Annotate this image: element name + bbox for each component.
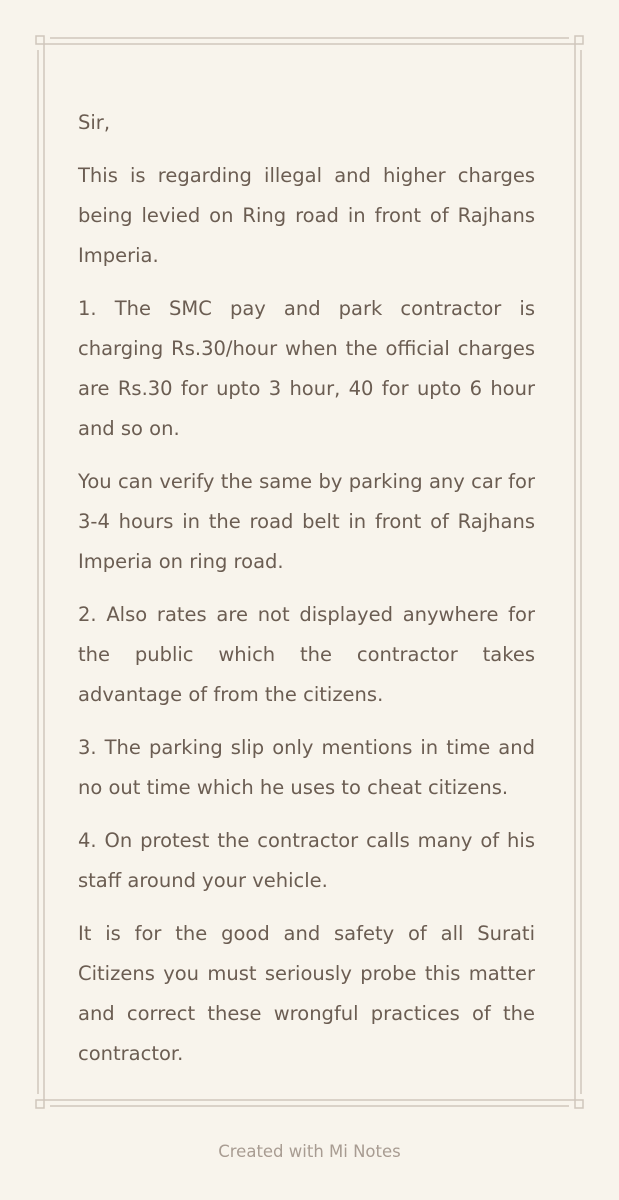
corner-ornament-top-left bbox=[36, 36, 50, 50]
paragraph-point-3: 3. The parking slip only mentions in time and no out time which he uses to cheat citizens. bbox=[78, 736, 535, 799]
corner-ornament-top-right bbox=[569, 36, 583, 50]
paragraph-point-2: 2. Also rates are not displayed anywhere for the public which the contractor takes advantage of from the citizens. bbox=[78, 603, 535, 706]
paragraph-point-4: 4. On protest the contractor calls many of his staff around your vehicle. bbox=[78, 829, 535, 892]
note-body bbox=[78, 103, 535, 1087]
corner-ornament-bottom-left bbox=[36, 1094, 50, 1108]
paragraph-point-1: 1. The SMC pay and park contractor is charging Rs.30/hour when the official charges are Rs.30 for upto 3 hour, 40 for upto 6 hour and so on. bbox=[78, 297, 535, 440]
paragraph-intro: This is regarding illegal and higher charges being levied on Ring road in front of Rajhans Imperia. bbox=[78, 164, 535, 267]
paragraph-verify: You can verify the same by parking any car for 3-4 hours in the road belt in front of Rajhans Imperia on ring road. bbox=[78, 470, 535, 573]
paragraph-closing: It is for the good and safety of all Surati Citizens you must seriously probe this matter and correct these wrongful practices of the contractor. bbox=[78, 922, 535, 1065]
greeting: Sir, bbox=[78, 111, 111, 134]
corner-ornament-bottom-right bbox=[569, 1094, 583, 1108]
footer-credit: Created with Mi Notes bbox=[218, 1142, 401, 1161]
